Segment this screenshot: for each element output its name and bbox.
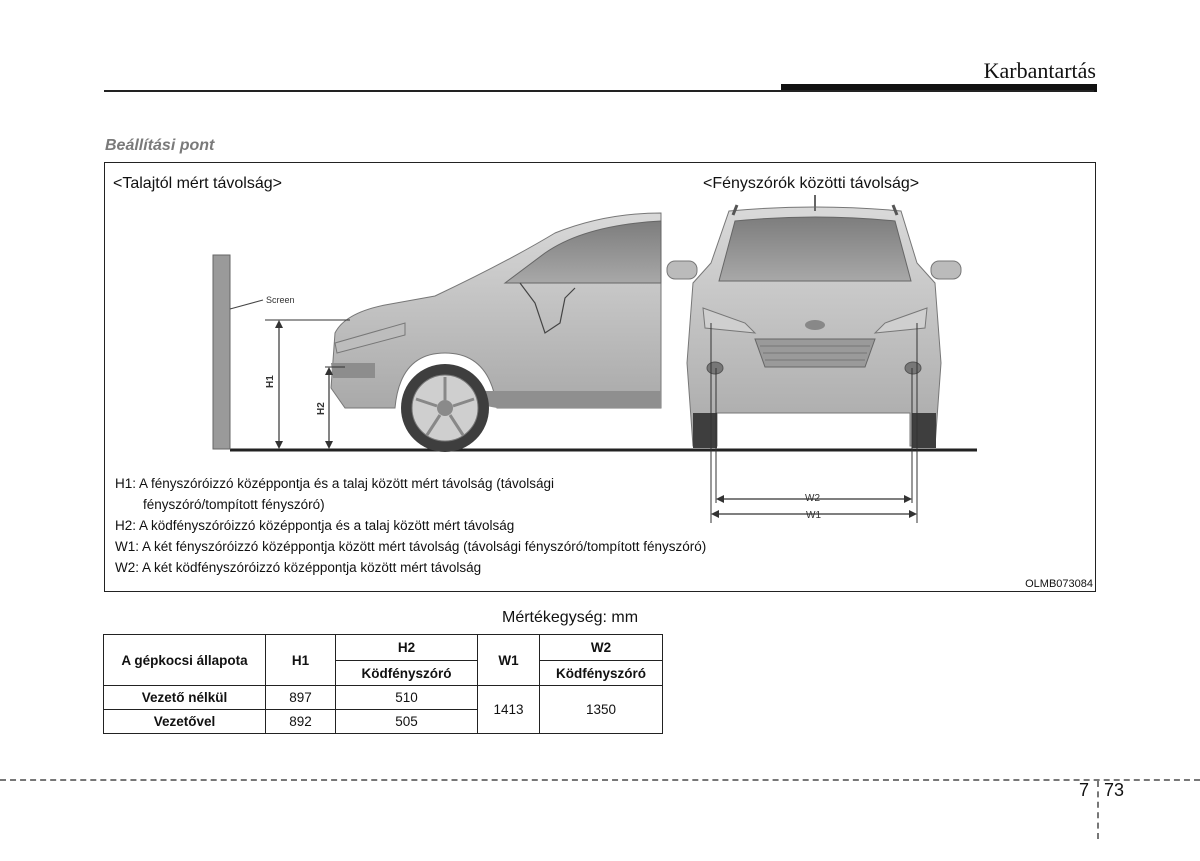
legend-h1: H1: A fényszóróizzó középpontja és a talaj között mért távolság (távolsági (115, 476, 554, 491)
screen-wall (213, 255, 230, 449)
figure-label-ground-distance: <Talajtól mért távolság> (113, 175, 282, 192)
unit-label: Mértékegység: mm (502, 609, 639, 626)
footer-page-divider (1097, 781, 1099, 839)
table-cell-h1: 892 (266, 710, 336, 734)
screen-leader (230, 300, 263, 309)
table-row-state: Vezetővel (104, 710, 266, 734)
header-h2-fog: Ködfényszóró (336, 661, 478, 686)
h1-dim-label: H1 (265, 375, 276, 388)
table-cell-w1: 1413 (478, 686, 540, 734)
header-vehicle-state: A gépkocsi állapota (104, 635, 266, 686)
header-w2-fog: Ködfényszóró (540, 661, 663, 686)
figure-label-headlamp-distance: <Fényszórók közötti távolság> (703, 175, 920, 192)
w1-dim-label: W1 (806, 510, 821, 521)
legend-w1: W1: A két fényszóróizzó középpontja között mért távolság (távolsági fényszóró/tompított fényszóró) (115, 539, 707, 554)
h2-dim-label: H2 (316, 402, 327, 415)
headlight-aiming-figure (104, 162, 1096, 592)
header-h1: H1 (266, 635, 336, 686)
figure-legend (115, 473, 706, 578)
page-chapter-number: 7 (1079, 780, 1090, 800)
table-row-state: Vezető nélkül (104, 686, 266, 710)
legend-h1-continued: fényszóró/tompított fényszóró) (143, 497, 325, 512)
legend-h2: H2: A ködfényszóróizzó középpontja és a talaj között mért távolság (115, 518, 515, 533)
car-side-view (331, 213, 661, 452)
header-w1: W1 (478, 635, 540, 686)
header-w2: W2 (540, 635, 663, 661)
legend-w2: W2: A két ködfényszóróizzó középpontja között mért távolság (115, 560, 482, 575)
figure-code: OLMB073084 (1025, 578, 1093, 590)
table-cell-h2: 505 (336, 710, 478, 734)
screen-label: Screen (266, 295, 295, 305)
section-title: Beállítási pont (105, 137, 215, 154)
page-header-title: Karbantartás (983, 58, 1096, 83)
headlight-spec-table (103, 634, 663, 734)
page-number: 73 (1104, 780, 1125, 800)
w2-dim-label: W2 (805, 493, 820, 504)
header-rule (104, 90, 1094, 92)
footer-divider (0, 779, 1200, 781)
table-cell-h1: 897 (266, 686, 336, 710)
header-h2: H2 (336, 635, 478, 661)
table-cell-w2: 1350 (540, 686, 663, 734)
table-cell-h2: 510 (336, 686, 478, 710)
